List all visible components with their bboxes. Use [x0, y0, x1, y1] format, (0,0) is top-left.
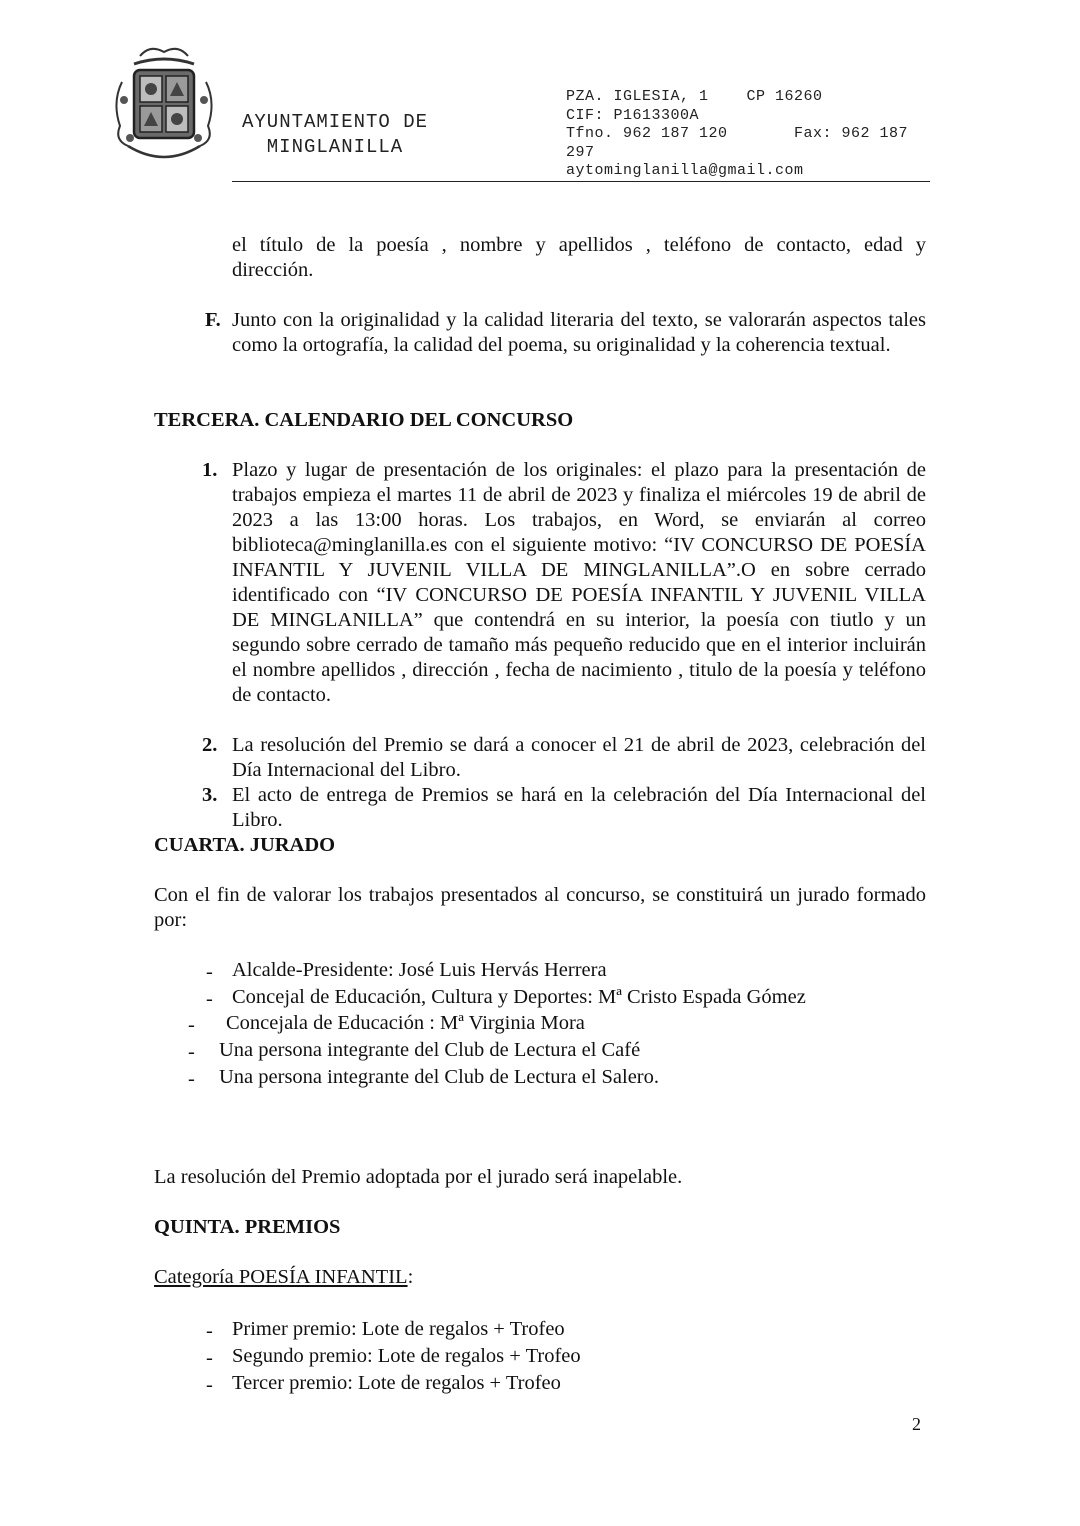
- prize-category-name: Categoría POESÍA INFANTIL: [154, 1266, 408, 1288]
- jury-member: Una persona integrante del Club de Lectura el Salero.: [219, 1066, 660, 1088]
- contact-address: PZA. IGLESIA, 1 CP 16260: [566, 88, 823, 105]
- item-f-text: Junto con la originalidad y la calidad literaria del texto, se valorarán aspectos tales como la ortografía, la calidad del poema, su originalidad y la coherencia textual.: [232, 309, 926, 356]
- continuation-line2: dirección.: [232, 259, 314, 281]
- jury-intro: Con el fin de valorar los trabajos presentados al concurso, se constituirá un jurado formado por:: [154, 884, 926, 931]
- jury-member: Concejala de Educación : Mª Virginia Mora: [226, 1012, 585, 1034]
- jury-dash: -: [188, 1014, 195, 1036]
- contact-block: [566, 88, 928, 181]
- prize-dash: -: [206, 1347, 213, 1369]
- prize-item: Primer premio: Lote de regalos + Trofeo: [232, 1318, 565, 1340]
- prize-dash: -: [206, 1374, 213, 1396]
- jury-resolution: La resolución del Premio adoptada por el jurado será inapelable.: [154, 1166, 683, 1188]
- jury-dash: -: [188, 1068, 195, 1090]
- jury-member: Concejal de Educación, Cultura y Deportes: Mª Cristo Espada Gómez: [232, 986, 806, 1008]
- tercera-item-2-text: La resolución del Premio se dará a conocer el 21 de abril de 2023, celebración del Día Internacional del Libro.: [232, 734, 926, 781]
- section-heading-cuarta: CUARTA. JURADO: [154, 834, 336, 856]
- organization-name-line2: MINGLANILLA: [266, 136, 404, 158]
- header-divider: [232, 181, 930, 182]
- continuation-line1: el título de la poesía , nombre y apellidos , teléfono de contacto, edad y: [232, 234, 926, 256]
- tercera-item-2-label: 2.: [202, 734, 218, 756]
- tercera-item-3-label: 3.: [202, 784, 218, 806]
- organization-name: [230, 110, 440, 160]
- jury-member: Alcalde-Presidente: José Luis Hervás Herrera: [232, 959, 607, 981]
- prize-category: [154, 1265, 926, 1290]
- contact-email: aytominglanilla@gmail.com: [566, 162, 804, 179]
- prize-dash: -: [206, 1320, 213, 1342]
- prize-item: Tercer premio: Lote de regalos + Trofeo: [232, 1372, 561, 1394]
- contact-fax-cont: 297: [566, 143, 595, 161]
- contact-cif: CIF: P1613300A: [566, 106, 700, 124]
- tercera-item-3-text: El acto de entrega de Premios se hará en la celebración del Día Internacional del Libro.: [232, 784, 926, 831]
- section-heading-tercera: TERCERA. CALENDARIO DEL CONCURSO: [154, 409, 574, 431]
- tercera-item-1-text: Plazo y lugar de presentación de los originales: el plazo para la presentación de trabajos empieza el martes 11 de abril de 2023 y finaliza el miércoles 19 de abril de 2023 a las 13:00 horas. Los trabajos, en Word, se enviarán al correo biblioteca@minglanilla.es con el siguiente motivo: “IV CONCURSO DE POESÍA INFANTIL Y JUVENIL VILLA DE MINGLANILLA”.O en sobre cerrado identificado con “IV CONCURSO DE POESÍA INFANTIL Y JUVENIL VILLA DE MINGLANILLA” que contendrá en su interior, la poesía con tiutlo y un segundo sobre cerrado de tamaño más pequeño reducido que en el interior incluirán el nombre apellidos , dirección , fecha de nacimiento , titulo de la poesía y teléfono de contacto.: [232, 459, 926, 706]
- jury-dash: -: [206, 961, 213, 983]
- tercera-item-1-label: 1.: [202, 459, 218, 481]
- jury-member: Una persona integrante del Club de Lectura el Café: [219, 1039, 641, 1061]
- jury-dash: -: [188, 1041, 195, 1063]
- organization-name-line1: AYUNTAMIENTO DE: [241, 111, 429, 133]
- page-number: 2: [912, 1414, 921, 1434]
- prize-category-colon: :: [407, 1266, 414, 1288]
- item-f-label: F.: [205, 309, 221, 331]
- contact-phone-fax: Tfno. 962 187 120 Fax: 962 187: [566, 125, 909, 142]
- prize-item: Segundo premio: Lote de regalos + Trofeo: [232, 1345, 581, 1367]
- jury-dash: -: [206, 988, 213, 1010]
- municipal-crest-icon: [110, 42, 218, 168]
- section-heading-quinta: QUINTA. PREMIOS: [154, 1216, 341, 1238]
